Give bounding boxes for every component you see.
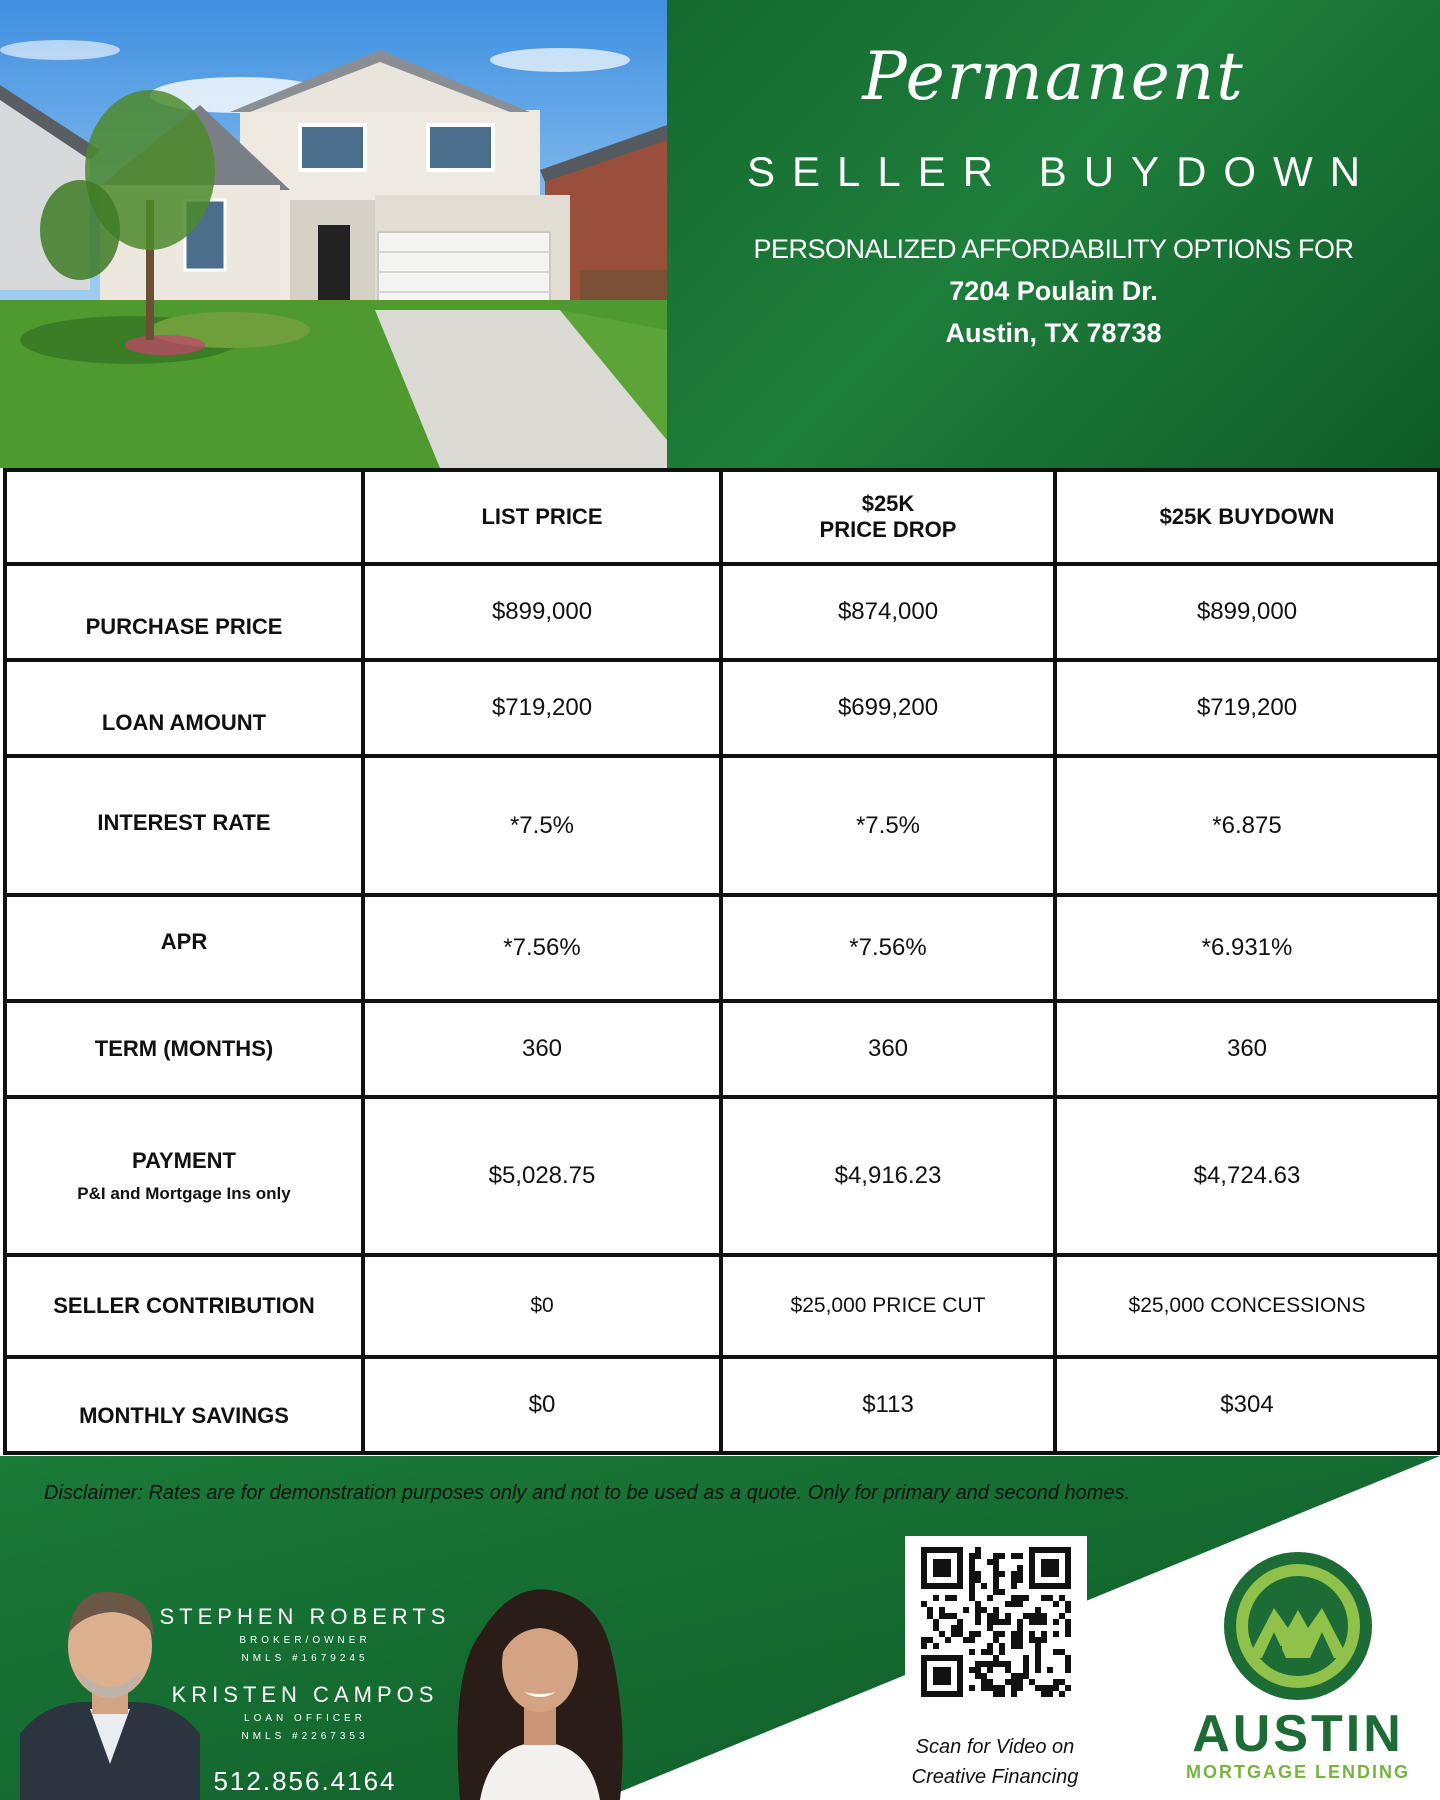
agent2-name: KRISTEN CAMPOS [171,1682,439,1707]
table-cell: 360 [1055,1001,1439,1097]
table-cell: $4,916.23 [721,1097,1055,1255]
agent1-nmls: NMLS #1679245 [241,1653,369,1664]
table-cell: *7.5% [363,756,721,895]
row-label: LOAN AMOUNT [5,660,363,756]
table-cell: $0 [363,1357,721,1453]
table-row [5,1255,1439,1357]
table-header-row [5,470,1439,564]
footer [0,1456,1440,1800]
table-cell: $874,000 [721,564,1055,660]
table-row [5,1357,1439,1453]
table-row [5,660,1439,756]
agent2-photo [440,1584,640,1800]
table-header-price-drop-line2: PRICE DROP [819,517,957,542]
house-photo [0,0,667,468]
table-row [5,564,1439,660]
property-address-city: Austin, TX 78738 [945,318,1162,348]
row-label: APR [5,895,363,1001]
table-row [5,1001,1439,1097]
logo-wordmark: AUSTIN [1192,1705,1404,1763]
table-header-empty [5,470,363,564]
table-cell: *6.931% [1055,895,1439,1001]
qr-caption [870,1732,1120,1792]
table-row [5,1097,1439,1255]
table-cell: $113 [721,1357,1055,1453]
table-cell: $719,200 [363,660,721,756]
row-label-main: PAYMENT [132,1148,236,1173]
row-label: SELLER CONTRIBUTION [5,1255,363,1357]
table-cell: $5,028.75 [363,1097,721,1255]
page-title: SELLER BUYDOWN [746,148,1378,195]
table-cell: $4,724.63 [1055,1097,1439,1255]
table-header-buydown: $25K BUYDOWN [1055,470,1439,564]
hero-title-panel [667,0,1440,468]
table-cell: *7.5% [721,756,1055,895]
agent-info [150,1604,460,1797]
disclaimer: Disclaimer: Rates are for demonstration purposes only and not to be used as a quote. Only for primary and second homes. [44,1482,1131,1504]
table-cell: 360 [363,1001,721,1097]
row-label: MONTHLY SAVINGS [5,1357,363,1453]
table-cell: $0 [363,1255,721,1357]
row-label: PURCHASE PRICE [5,564,363,660]
table-header-list-price: LIST PRICE [363,470,721,564]
table-cell: $899,000 [363,564,721,660]
logo-tagline: MORTGAGE LENDING [1186,1762,1410,1782]
table-cell: $899,000 [1055,564,1439,660]
table-row [5,756,1439,895]
table-cell: $25,000 PRICE CUT [721,1255,1055,1357]
table-cell: *7.56% [363,895,721,1001]
table-cell: $25,000 CONCESSIONS [1055,1255,1439,1357]
qr-caption-line1: Scan for Video on [915,1736,1075,1758]
agent1-name: STEPHEN ROBERTS [159,1604,451,1629]
table-cell: 360 [721,1001,1055,1097]
table-cell: $719,200 [1055,660,1439,756]
qr-code[interactable] [905,1536,1087,1708]
script-title: Permanent [862,38,1245,115]
hero [0,0,1440,468]
row-sublabel: P&I and Mortgage Ins only [77,1184,291,1203]
qr-code-icon [905,1536,1087,1708]
table-header-price-drop [721,470,1055,564]
agent2-title: LOAN OFFICER [244,1713,366,1724]
table-cell: $699,200 [721,660,1055,756]
property-address-street: 7204 Poulain Dr. [949,276,1158,306]
table-cell: $304 [1055,1357,1439,1453]
row-label [5,1097,363,1255]
table-cell: *7.56% [721,895,1055,1001]
table-header-price-drop-line1: $25K [861,491,915,516]
qr-caption-line2: Creative Financing [911,1766,1079,1788]
agent1-title: BROKER/OWNER [239,1635,371,1646]
table-cell: *6.875 [1055,756,1439,895]
row-label: INTEREST RATE [5,756,363,895]
table-row [5,895,1439,1001]
page-subtitle: PERSONALIZED AFFORDABILITY OPTIONS FOR [753,234,1354,264]
comparison-table [3,468,1440,1455]
row-label: TERM (MONTHS) [5,1001,363,1097]
phone-number[interactable]: 512.856.4164 [213,1766,397,1796]
agent2-nmls: NMLS #2267353 [241,1731,369,1742]
